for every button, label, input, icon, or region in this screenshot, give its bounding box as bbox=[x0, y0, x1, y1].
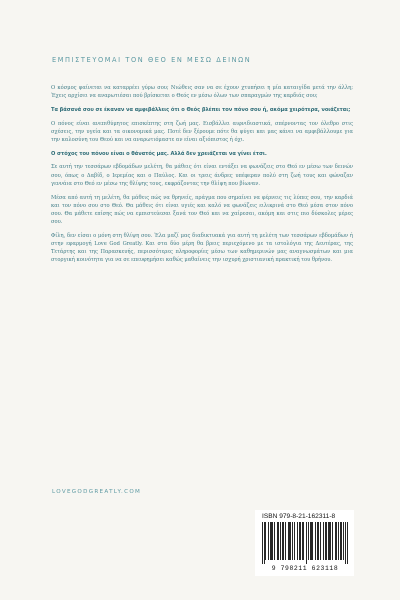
paragraph-study: Σε αυτή την τεσσάρων εβδομάδων μελέτη, θα μάθεις ότι είναι εντάξει να φωνάζεις στο Θεό εν μέσω των δεινών σου, όπως ο Δαβίδ, ο Ιερεμίας και ο Παύλος. Και οι τρεις άνδρες υπέφεραν πολύ στη ζωή τους και φώναζαν γεννάια στο Θεό εν μέσω της θλίψης τους, εκφράζοντας την θλίψη που βίωναν. bbox=[51, 164, 353, 187]
paragraph-pain: Ο πόνος είναι ανεπιθύμητος επισκέπτης στη ζωή μας. Εισβάλλει αιφνιδιαστικά, σπέρνοντας τον όλεθρο στις σχέσεις, την υγεία και τα οικονομικά μας. Ποτέ δεν ξέρουμε πότε θα φύγει και μας κάνει να αμφιβάλλουμε για την καλοσύνη του Θεού και να αναρωτιόμαστε αν είναι αξιόπιστος ή όχι. bbox=[51, 120, 353, 144]
paragraph-lament: Μέσα από αυτή τη μελέτη, θα μάθεις πώς να θρηνείς, πράγμα που σημαίνει να φέρνεις τις λύπες σου, την καρδιά και τον πόνο σου στο Θεό. Θα μάθεις ότι είναι υγιές και καλό να φωνάζεις ειλικρινά στο Θεό μέσα στον πόνο σου. Θα μάθετε επίσης πώς να εμπιστεύεσαι ξανά τον Θεό και να χαίρεσαι, ακόμη και στις πιο δύσκολες μέρες σου. bbox=[51, 194, 353, 226]
website-url[interactable]: LOVEGODGREATLY.COM bbox=[52, 489, 142, 495]
cover-heading: ΕΜΠΙΣΤΕΥΟΜΑΙ ΤΟΝ ΘΕΟ ΕΝ ΜΕΣΩ ΔΕΙΝΩΝ bbox=[52, 56, 252, 64]
description-text bbox=[51, 84, 353, 270]
paragraph-highlight-question: Τα βάσανά σου σε έκαναν να αμφιβάλλεις ότι ο Θεός βλέπει τον πόνο σου ή, ακόμα χειρότερα, νοιάζεται; bbox=[51, 106, 351, 113]
paragraph-highlight-goal: Ο στόχος του πόνου είναι ο θάνατός μας. Αλλά δεν χρειάζεται να γίνει έτσι. bbox=[51, 150, 267, 157]
paragraph-intro: Ο κόσμος φαίνεται να καταρρέει γύρω σου; Νιώθεις σαν να σε έχουν χτυπήσει η μία καταιγίδα μετά την άλλη; Έχεις αρχίσει να αναρωτιέσαι πού βρίσκεται ο Θεός εν μέσω όλων των σπαραγμών της καρδιάς σου; bbox=[51, 85, 353, 100]
isbn-label: ISBN 979-8-21-162311-8 bbox=[262, 513, 336, 520]
paragraph-invitation: Φίλη, δεν είσαι ο μόνη στη θλίψη σου. Έλα μαζί μας διαδικτυακά για αυτή τη μελέτη των τεσσάρων εβδομάδων ή στην εφαρμογή Love God Greatly. Και στα δύο μέρη θα βρεις περιεχόμενο με τα ιστολόγια της Δευτέρας, της Τετάρτης και της Παρασκευής, περισσότερες πληροφορίες μέσω των καθημερινών μας αναγνωσμάτων και μια στοργική κοινότητα για να σε επευφημήσει καθώς μαθαίνεις την ισχυρή χριστιανική πρακτική του θρήνου. bbox=[51, 232, 353, 264]
barcode-icon bbox=[262, 522, 348, 564]
barcode-number: 9 798211 623118 bbox=[271, 565, 339, 572]
